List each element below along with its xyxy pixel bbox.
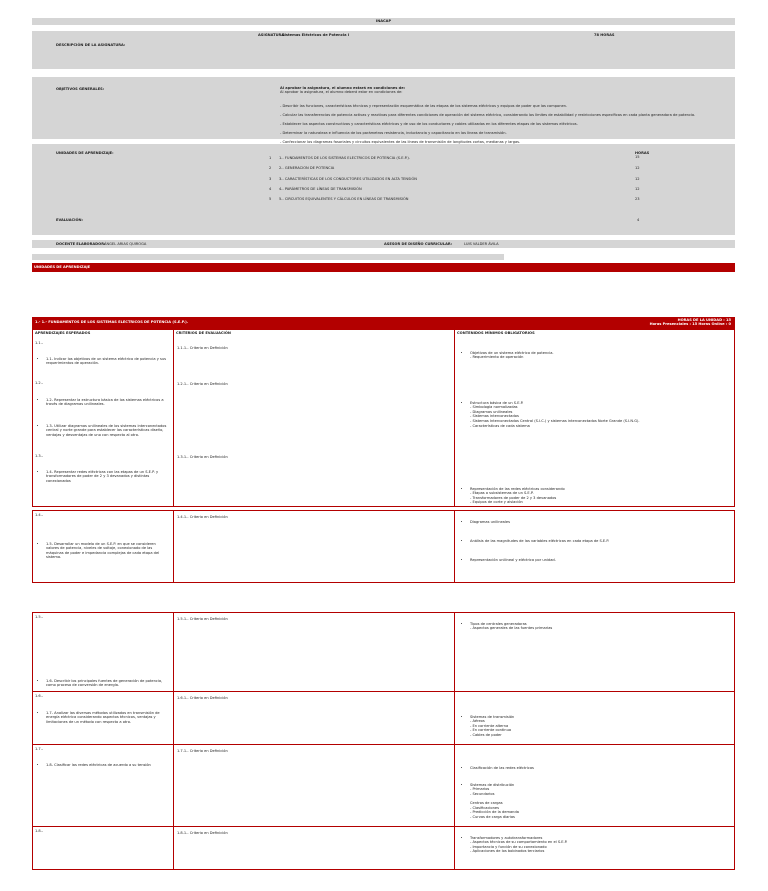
unit-hours-2: Horas Presenciales : 15 Horas Online : 0 xyxy=(649,322,731,326)
list-item: • Representación unilineal y eléctrica por unidad. xyxy=(470,558,732,563)
list-item xyxy=(470,715,722,738)
objetivo-item: - Determinar la naturaleza e influencia de los parámetros resistencia, inductancia y capacitancia en las líneas de transmisión. xyxy=(280,131,507,136)
asignatura-block xyxy=(32,31,735,69)
unidad-num: 1 xyxy=(269,156,272,160)
contenido-detail: - Requerimiento de operación xyxy=(470,355,524,360)
aprendizaje-list xyxy=(38,465,168,490)
aprendizaje-num: 1.8.- xyxy=(35,829,44,833)
contenido-title: Sistemas de transmisión xyxy=(470,714,515,719)
aprendizaje-num: 1.2.- xyxy=(35,381,44,385)
aprendizaje-list xyxy=(38,537,168,567)
criterio: 1.4.1.- Criterio en Definición xyxy=(177,515,228,519)
section-bar xyxy=(32,263,735,272)
list-item: • 1.5- Desarrollar un modelo de un S.E.P. en que se consideren valores de potencia, niveles de voltaje, conexionado de las máquinas de poder e impedancia complejas de cada etapa del sistema. xyxy=(46,542,168,560)
aprendizaje-num: 1.4.- xyxy=(35,513,44,517)
unidad-name: 4.- PARÁMETROS DE LÍNEAS DE TRANSMISIÓN xyxy=(279,187,362,191)
contenido-detail: - Aspectos generales de las fuentes primarias xyxy=(470,626,553,631)
asignatura-label: ASIGNATURA: xyxy=(258,33,286,37)
list-item: • 1.8- Clasificar las redes eléctricas de acuerdo a su tensión xyxy=(46,763,168,768)
objetivo-item: - Confeccionar los diagramas fasoriales y circuitos equivalentes de las líneas de transmisión de longitudes cortas, medianas y largas. xyxy=(280,140,521,145)
col-divider xyxy=(454,329,455,507)
objetivos-block xyxy=(32,77,735,145)
asignatura-value: Sistemas Eléctricos de Potencia I xyxy=(282,33,350,37)
col-divider xyxy=(173,329,174,507)
col-divider xyxy=(454,510,455,583)
contenido-detail: - Etapas o subsistemas de un S.E.P. - Transformadores de poder de 2 y 3 devanados - Equipos de corte y aislación xyxy=(470,491,557,505)
list-item xyxy=(470,351,722,360)
docente-label: DOCENTE ELABORADOR: xyxy=(56,242,106,246)
contenido-detail: - Clasificaciones - Predicción de la demanda - Curvas de carga diarias xyxy=(470,805,519,819)
aprendizaje-list xyxy=(38,393,168,413)
contenidos-list xyxy=(462,617,722,637)
criterio: 1.8.1.- Criterio en Definición xyxy=(177,831,228,835)
list-item: • Clasificación de las redes eléctricas xyxy=(470,766,722,771)
aprendizaje-list xyxy=(38,706,168,731)
contenidos-list xyxy=(462,515,732,569)
col-header-contenidos: CONTENIDOS MÍNIMOS OBLIGATORIOS xyxy=(457,331,535,335)
section-title: UNIDADES DE APRENDIZAJE xyxy=(34,265,91,269)
aprendizaje-num: 1.6.- xyxy=(35,694,44,698)
unit-hours-1: HORAS DE LA UNIDAD : 15 xyxy=(677,318,731,322)
objetivos-label: OBJETIVOS GENERALES: xyxy=(56,87,105,91)
unidad-name: 5.- CIRCUITOS EQUIVALENTES Y CÁLCULOS EN LÍNEAS DE TRANSMISIÓN xyxy=(279,197,409,201)
criterio: 1.5.1.- Criterio en Definición xyxy=(177,617,228,621)
list-item xyxy=(470,783,722,797)
list-item: • 1.2- Representar la estructura básica de los sistemas eléctricos a través de diagramas unilineales. xyxy=(46,398,168,407)
objetivo-item: - Calcular las transferencias de potencia activas y reactivas para diferentes condiciones de operación del sistema eléctrico, considerando los límites de estabilidad y restricciones específicas en cada planta generadora de potencia. xyxy=(280,112,696,117)
contenidos-list xyxy=(462,710,722,744)
divider-bar xyxy=(32,254,504,260)
list-item xyxy=(470,836,722,854)
list-item: • 1.3- Utilizar diagramas unilineales de los sistemas interconectados central y norte grande para establecer las características diseño, ventajas y desventajas de uno con respecto al otro. xyxy=(46,424,168,438)
contenido-title: Estructura básica de un S.E.P. xyxy=(470,400,524,405)
unidades-block xyxy=(32,144,735,235)
asesor-value: LUIS VALDER ÁVILA xyxy=(464,242,499,246)
institution-name: INACAP xyxy=(375,19,392,23)
list-item xyxy=(470,622,722,631)
unidad-num: 4 xyxy=(269,187,272,191)
contenidos-list xyxy=(462,761,722,826)
objetivos-intro2: Al aprobar la asignatura, el alumno deberá estar en condiciones de: xyxy=(280,90,403,94)
unidad-name: 2.- GENERACION DE POTENCIA xyxy=(279,166,335,170)
contenidos-list xyxy=(462,482,722,512)
col-header-criterios: CRITERIOS DE EVALUACIÓN xyxy=(176,331,231,335)
contenido-detail: - Aspectos técnicos de su comportamiento en el S.E.P. - Importancia y función de su conexionado - Aplicaciones de los bobinados terciarios xyxy=(470,840,568,854)
unit-title: 1.- 1.- FUNDAMENTOS DE LOS SISTEMAS ELECTRICOS DE POTENCIA (S.E.P.). xyxy=(35,320,189,324)
col-divider xyxy=(173,510,174,583)
unidad-num: 2 xyxy=(269,166,272,170)
institution-bar xyxy=(32,18,735,25)
contenido-detail: - Simbología normalizadas - Diagramas unilineales - Sistemas interconectados - Sistemas Interconectados Central (S.I.C.) y sistemas interconectados Norte Grande (S.I.N.G). - Características de cada sistema xyxy=(470,405,640,428)
aprendizaje-num: 1.5.- xyxy=(35,615,44,619)
aprendizaje-num: 1.1.- xyxy=(35,341,44,345)
contenidos-list xyxy=(462,396,732,435)
asesor-label: ASESOR DE DISEÑO CURRICULAR: xyxy=(384,242,453,246)
aprendizaje-list xyxy=(38,758,168,774)
unidad-name: 3.- CARACTERÍSTICAS DE LOS CONDUCTORES UTILIZADOS EN ALTA TENSIÓN xyxy=(279,177,417,181)
contenido-title: Representación de las redes eléctricas considerando xyxy=(470,486,565,491)
docente-value: ÁNGEL ARIAS QUIROGA xyxy=(104,242,147,246)
criterio: 1.3.1.- Criterio en Definición xyxy=(177,455,228,459)
list-item: • 1.1- Indicar los objetivos de un sistema eléctrico de potencia y sus requerimientos de operación. xyxy=(46,357,168,366)
descripcion-label: DESCRIPCIÓN DE LA ASIGNATURA: xyxy=(56,43,126,47)
contenidos-list xyxy=(462,346,722,366)
contenido-detail: - Primarios - Secundarios xyxy=(470,787,495,796)
contenido-title: Sistemas de distribución xyxy=(470,782,515,787)
col-divider xyxy=(173,612,174,870)
list-item: • Análisis de las magnitudes de las variables eléctricas en cada etapa de S.E.P. xyxy=(470,539,732,544)
col-divider xyxy=(454,612,455,870)
unidad-hours: 23 xyxy=(635,197,640,201)
objetivo-item: - Describir las funciones, características técnicas y representación esquemática de las etapas de los sistemas eléctricos y equipos de poder que las componen. xyxy=(280,103,568,108)
aprendizaje-list xyxy=(38,674,168,694)
unidad-num: 5 xyxy=(269,197,272,201)
list-item xyxy=(470,401,732,429)
contenido-detail: - Aéreos - En corriente alterna - En corriente continua - Cables de poder xyxy=(470,719,512,737)
unidad-hours: 15 xyxy=(635,155,640,159)
list-item: • Diagramas unilineales xyxy=(470,520,732,525)
list-item xyxy=(470,487,722,505)
list-item: • 1.7- Analizar las diversas métodos utilizados en transmisión de energía eléctrica considerando aspectos técnicos, ventajas y limitaciones de un método con respecto a otro. xyxy=(46,711,168,725)
evaluacion-hours: 4 xyxy=(637,218,640,222)
aprendizaje-num: 1.7.- xyxy=(35,747,44,751)
authors-bar xyxy=(32,240,735,248)
criterio: 1.7.1.- Criterio en Definición xyxy=(177,749,228,753)
list-item: • 1.4- Representar redes eléctricas con las etapas de un S.E.P. y transformadores de poder de 2 y 3 devanados y distintas conexionados xyxy=(46,470,168,484)
aprendizaje-list xyxy=(38,352,168,372)
col-header-aprendizajes: APRENDIZAJES ESPERADOS xyxy=(35,331,91,335)
unidad-name: 1.- FUNDAMENTOS DE LOS SISTEMAS ELECTRICOS DE POTENCIA (S.E.P.). xyxy=(279,156,410,160)
contenido-title: Transformadores y autotransformadores xyxy=(470,835,543,840)
list-item: • 1.6- Describir los principales fuentes de generación de potencia, como proceso de conversión de energía. xyxy=(46,679,168,688)
unidades-label: UNIDADES DE APRENDIZAJE: xyxy=(56,151,114,155)
evaluacion-label: EVALUACIÓN: xyxy=(56,218,83,222)
contenido-title: Tipos de centrales generadoras xyxy=(470,621,527,626)
contenidos-list xyxy=(462,831,722,861)
objetivo-item: - Establecer los aspectos constructivos y características eléctricas y de uso de los conductores y cables utilizados en los diferentes etapas de los sistemas eléctricos. xyxy=(280,121,578,126)
contenido-title: Objetivos de un sistema eléctrico de potencia. xyxy=(470,350,554,355)
objetivos-intro: Al aprobar la asignatura, el alumno estará en condiciones de: xyxy=(280,86,406,90)
horas-total: 78 HORAS xyxy=(594,33,615,37)
criterio: 1.2.1.- Criterio en Definición xyxy=(177,382,228,386)
aprendizaje-num: 1.3.- xyxy=(35,454,44,458)
criterio: 1.1.1.- Criterio en Definición xyxy=(177,346,228,350)
unidad-hours: 12 xyxy=(635,187,640,191)
unidad-hours: 12 xyxy=(635,177,640,181)
unit-title-bar xyxy=(32,317,735,329)
unidades-horas-label: HORAS xyxy=(635,151,650,155)
aprendizaje-list xyxy=(38,419,168,444)
list-item xyxy=(470,801,722,819)
unidad-hours: 12 xyxy=(635,166,640,170)
criterio: 1.6.1.- Criterio en Definición xyxy=(177,696,228,700)
row-divider xyxy=(32,826,735,827)
contenido-title: Centros de cargas xyxy=(470,801,503,806)
unidad-num: 3 xyxy=(269,177,272,181)
